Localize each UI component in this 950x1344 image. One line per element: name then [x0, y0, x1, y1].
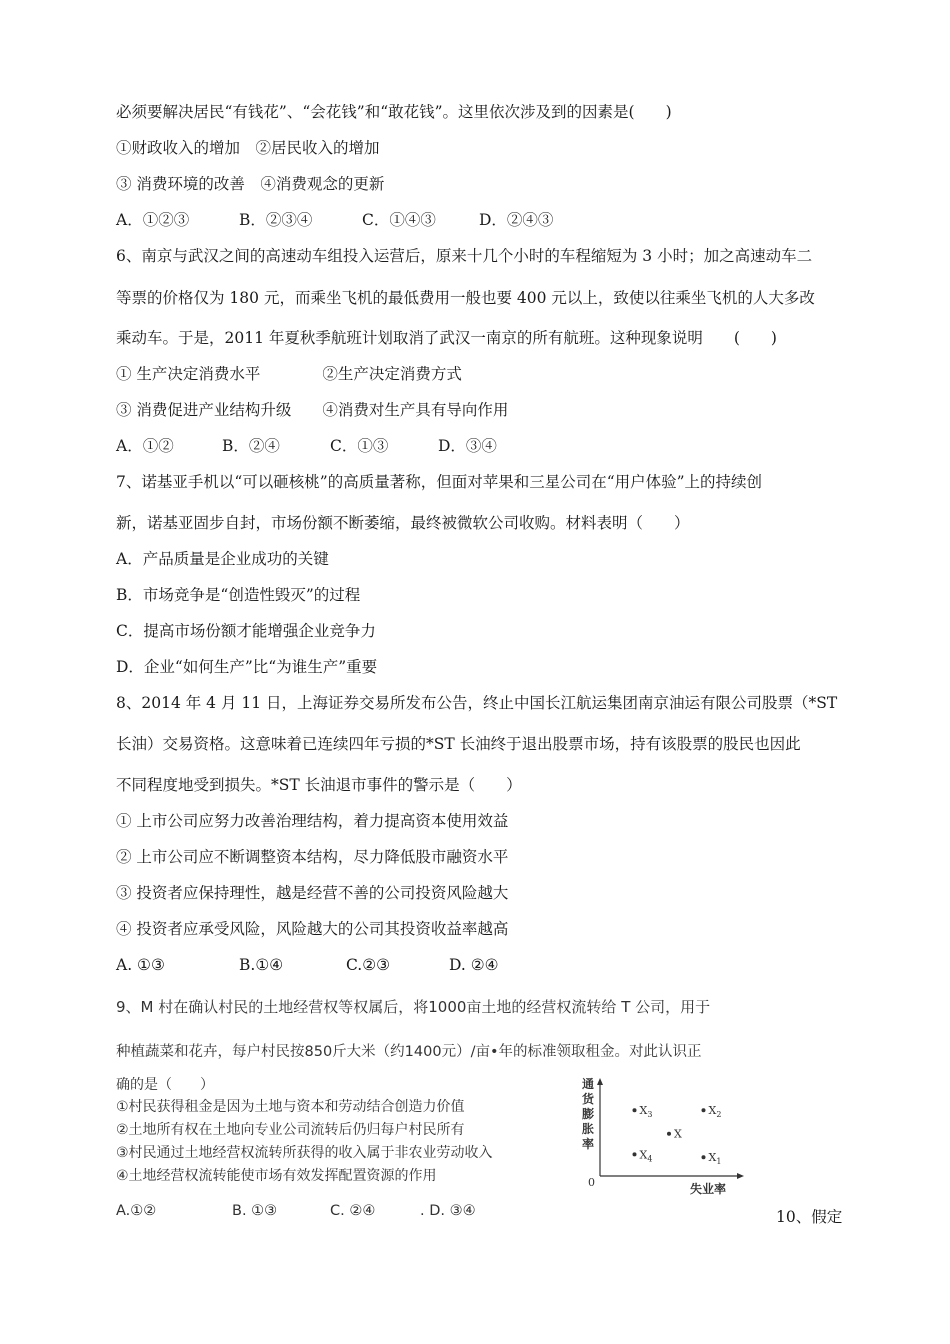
q5-option-a: A．①②③ — [116, 211, 190, 229]
point-x3 — [633, 1108, 637, 1112]
data-points — [633, 1104, 722, 1166]
q7-option-b: B．市场竞争是“创造性毁灭”的过程 — [116, 586, 361, 604]
q6-option-b: B．②④ — [222, 437, 280, 455]
point-label-x4: $X_4$ — [639, 1148, 653, 1164]
q6-options — [116, 436, 497, 456]
q9-options — [116, 1201, 476, 1221]
inflation-unemployment-chart — [578, 1076, 748, 1201]
y-axis-label: 通货膨胀率 — [582, 1077, 595, 1151]
q8-option-a: A. ①③ — [116, 956, 165, 974]
point-label-x: X — [674, 1127, 682, 1141]
q8-stem-line-2: 长油）交易资格。这意味着已连续四年亏损的*ST 长油终于退出股票市场，持有该股票的股民也因此 — [116, 735, 801, 753]
q9-item-3: ③村民通过土地经营权流转所获得的收入属于非农业劳动收入 — [116, 1145, 493, 1161]
q6-stem-line-3: 乘动车。于是，2011 年夏秋季航班计划取消了武汉一南京的所有航班。这种现象说明 ( ) — [116, 329, 777, 347]
q5-item-2: ③ 消费环境的改善 ④消费观念的更新 — [116, 175, 385, 193]
q6-option-d: D．③④ — [438, 437, 497, 455]
point-x2 — [702, 1108, 706, 1112]
q9-stem-line-1: 9、M 村在确认村民的土地经营权等权属后，将1000亩土地的经营权流转给 T 公司，用于 — [116, 998, 711, 1016]
q5-options — [116, 210, 553, 230]
q5-item-1: ①财政收入的增加 ②居民收入的增加 — [116, 139, 380, 157]
q8-options — [116, 955, 499, 975]
q9-stem-line-2: 种植蔬菜和花卉，每户村民按850斤大米（约1400元）/亩•年的标准领取租金。对此认识正 — [116, 1044, 702, 1060]
q8-option-b: B.①④ — [239, 956, 284, 974]
q9-option-b: B. ①③ — [232, 1203, 278, 1219]
q8-option-d: D. ②④ — [449, 956, 499, 974]
y-axis-arrow — [597, 1078, 603, 1085]
q9-option-a: A.①② — [116, 1203, 157, 1219]
q9-item-1: ①村民获得租金是因为土地与资本和劳动结合创造力价值 — [116, 1099, 465, 1115]
q6-stem-line-1: 6、南京与武汉之间的高速动车组投入运营后，原来十几个小时的车程缩短为 3 小时；加之高速动车二 — [116, 247, 813, 265]
q7-option-c: C．提高市场份额才能增强企业竞争力 — [116, 622, 376, 640]
point-x1 — [702, 1155, 706, 1159]
q7-stem-line-2: 新，诺基亚固步自封，市场份额不断萎缩，最终被微软公司收购。材料表明（ ） — [116, 514, 690, 532]
q5-option-c: C．①④③ — [362, 211, 436, 229]
point-label-x1: $X_1$ — [708, 1151, 722, 1167]
q8-item-4: ④ 投资者应承受风险，风险越大的公司其投资收益率越高 — [116, 920, 509, 938]
q7-option-a: A．产品质量是企业成功的关键 — [116, 550, 329, 568]
q7-option-d: D．企业“如何生产”比“为谁生产”重要 — [116, 658, 378, 676]
q10-start: 10、假定 — [776, 1208, 843, 1226]
q8-item-1: ① 上市公司应努力改善治理结构，着力提高资本使用效益 — [116, 812, 509, 830]
q8-item-2: ② 上市公司应不断调整资本结构，尽力降低股市融资水平 — [116, 848, 509, 866]
q6-option-c: C．①③ — [330, 437, 389, 455]
q9-item-2: ②土地所有权在土地向专业公司流转后仍归每户村民所有 — [116, 1122, 465, 1138]
q8-item-3: ③ 投资者应保持理性，越是经营不善的公司投资风险越大 — [116, 884, 509, 902]
q7-stem-line-1: 7、诺基亚手机以“可以砸核桃”的高质量著称，但面对苹果和三星公司在“用户体验”上的持续创 — [116, 473, 763, 491]
q5-option-d: D．②④③ — [479, 211, 554, 229]
origin-label: 0 — [588, 1176, 595, 1189]
x-axis-arrow — [737, 1173, 744, 1179]
q5-stem: 必须要解决居民“有钱花”、“会花钱”和“敢花钱”。这里依次涉及到的因素是( ) — [116, 103, 672, 121]
q9-option-d: . D. ③④ — [420, 1203, 476, 1219]
q6-stem-line-2: 等票的价格仅为 180 元，而乘坐飞机的最低费用一般也要 400 元以上，致使以往乘坐飞机的人大多改 — [116, 289, 815, 307]
q8-option-c: C.②③ — [346, 956, 391, 974]
q9-option-c: C. ②④ — [330, 1203, 376, 1219]
q6-item-2: ③ 消费促进产业结构升级 ④消费对生产具有导向作用 — [116, 401, 509, 419]
q8-stem-line-1: 8、2014 年 4 月 11 日，上海证券交易所发布公告，终止中国长江航运集团南京油运有限公司股票（*ST — [116, 694, 838, 712]
point-x — [667, 1132, 671, 1136]
q6-item-1: ① 生产决定消费水平 ②生产决定消费方式 — [116, 365, 462, 383]
q6-option-a: A．①② — [116, 437, 174, 455]
point-label-x2: $X_2$ — [708, 1104, 722, 1120]
point-x4 — [633, 1152, 637, 1156]
point-label-x3: $X_3$ — [639, 1104, 653, 1120]
q5-option-b: B．②③④ — [239, 211, 313, 229]
x-axis-label: 失业率 — [690, 1182, 727, 1196]
q9-stem-line-3: 确的是（ ） — [116, 1077, 214, 1093]
q8-stem-line-3: 不同程度地受到损失。*ST 长油退市事件的警示是（ ） — [116, 776, 522, 794]
q9-item-4: ④土地经营权流转能使市场有效发挥配置资源的作用 — [116, 1168, 437, 1184]
